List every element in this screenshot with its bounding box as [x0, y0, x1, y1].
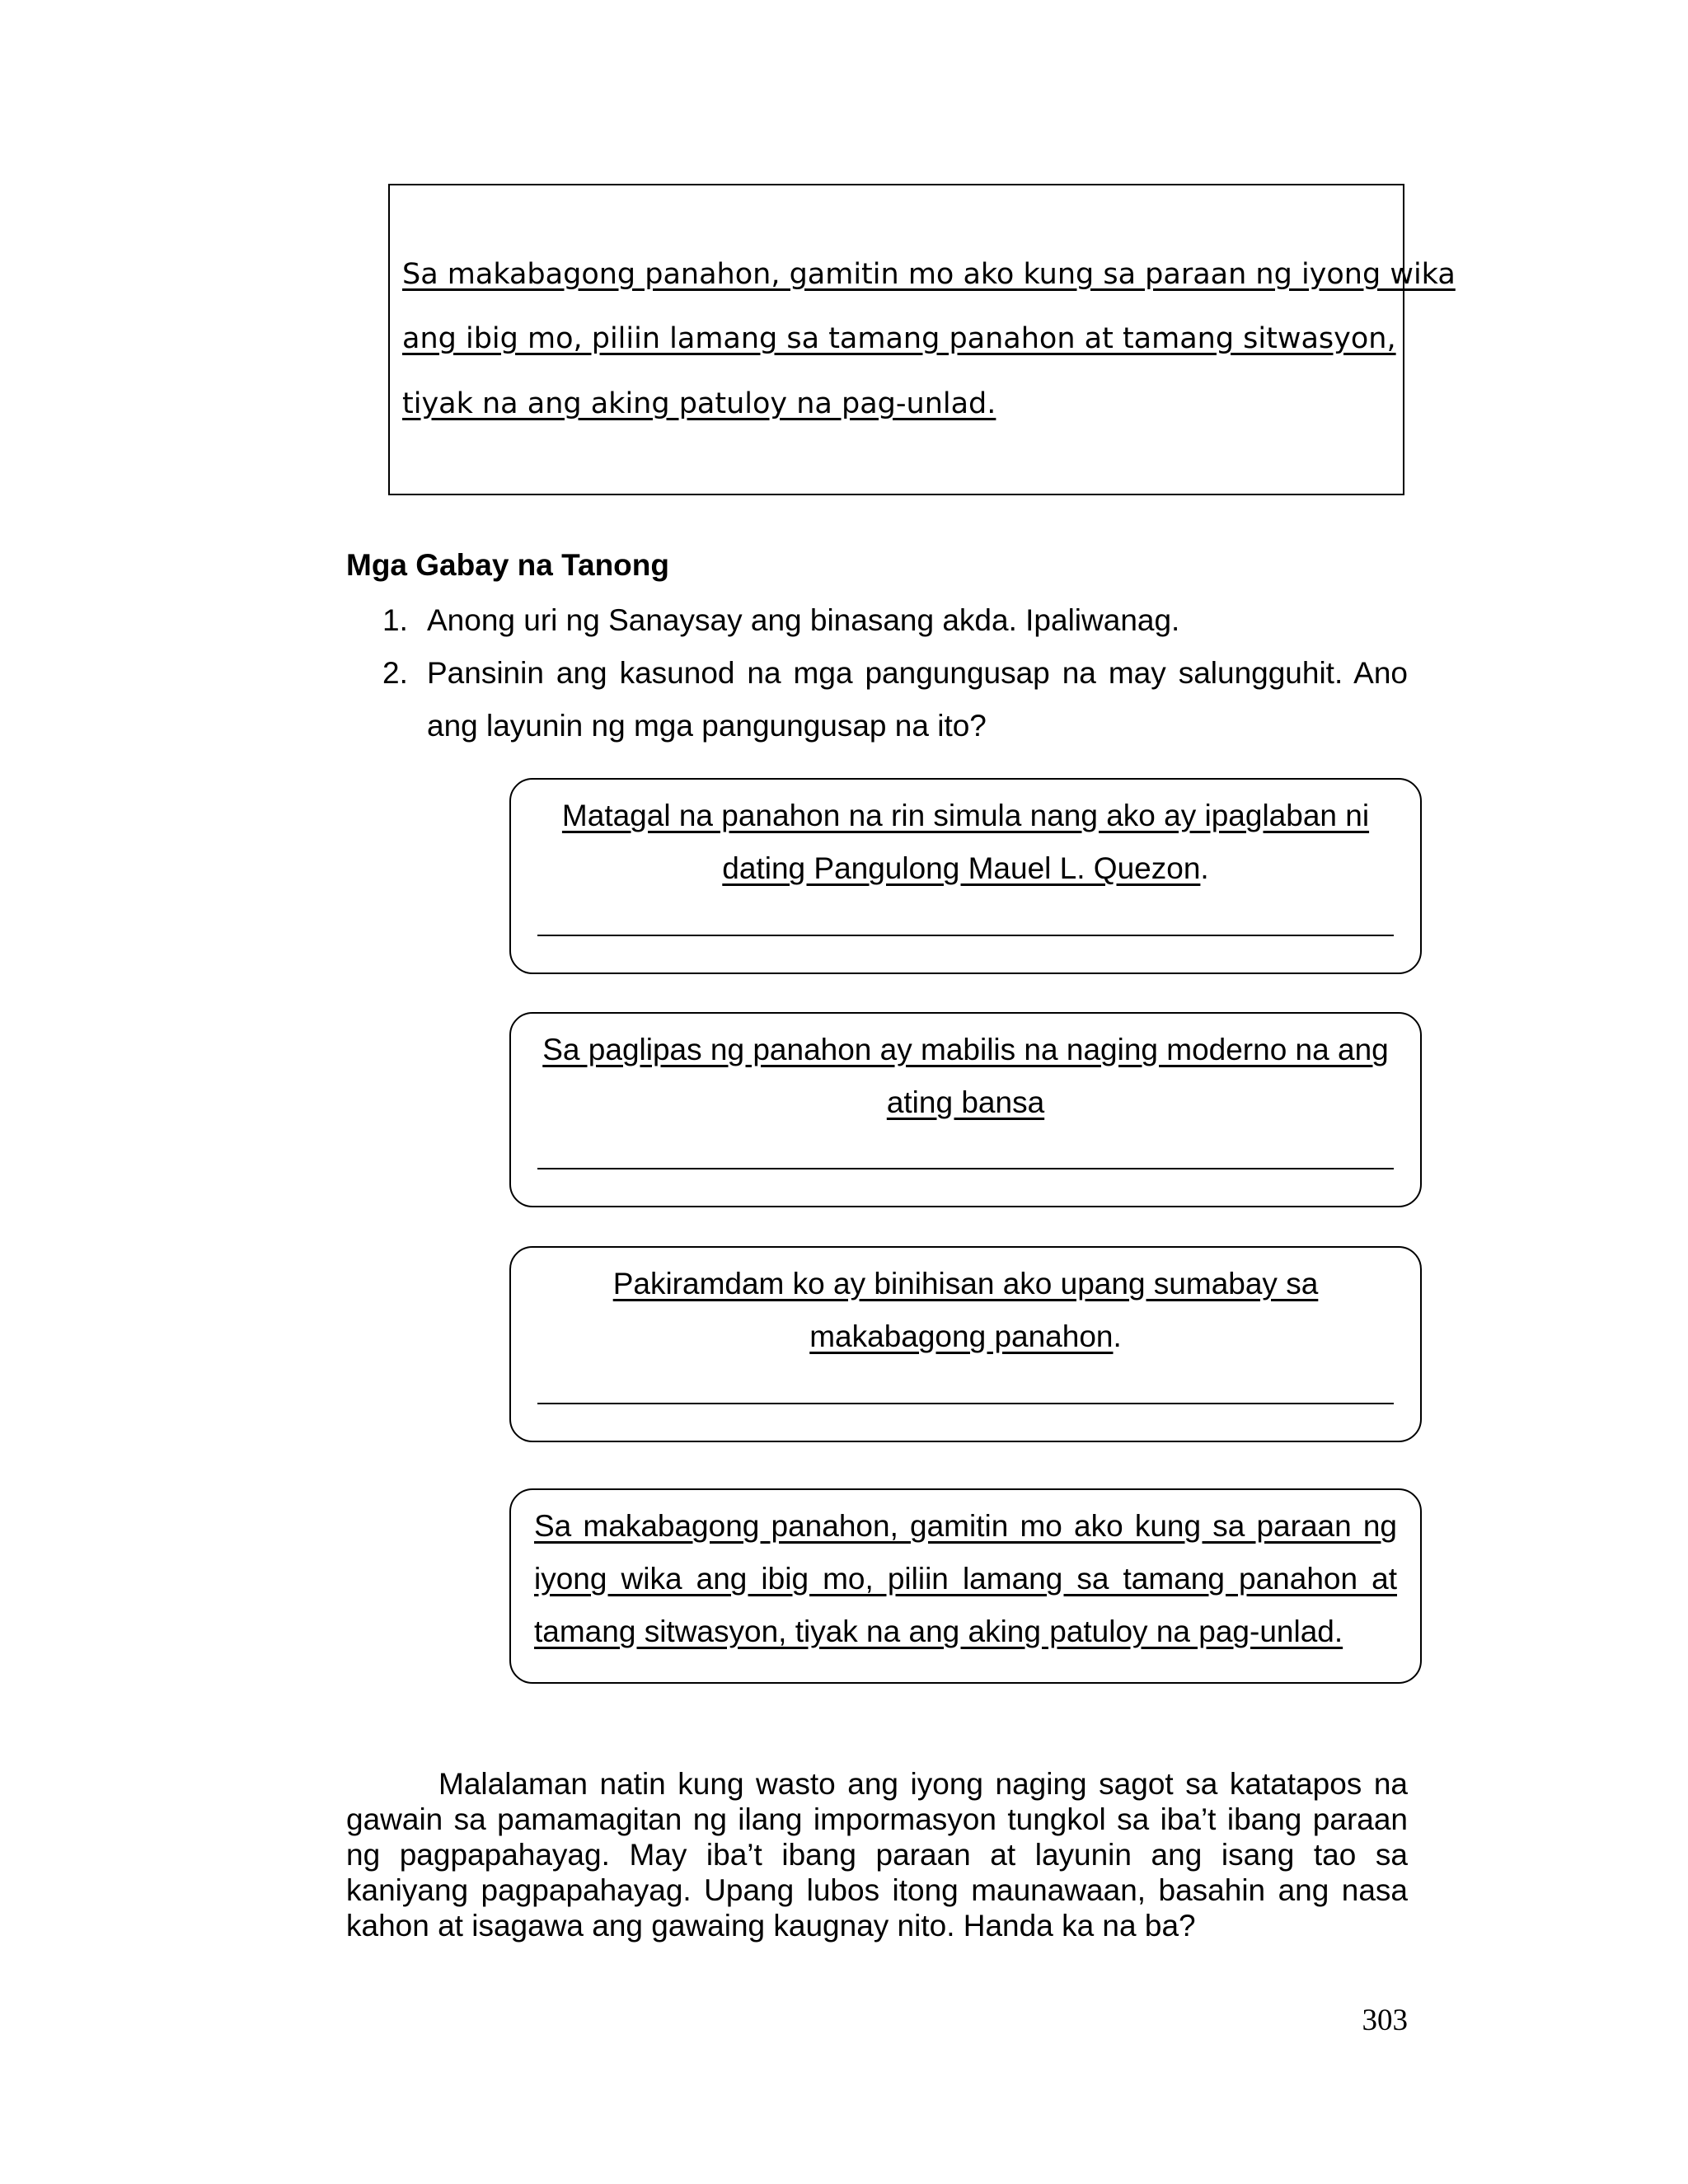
answer-line-3	[537, 1403, 1394, 1404]
sentence-3-line-2: makabagong panahon.	[809, 1319, 1122, 1353]
sentence-box-1	[509, 778, 1422, 974]
section-heading: Mga Gabay na Tanong	[346, 548, 669, 582]
sentence-box-2	[509, 1012, 1422, 1207]
sentence-1-line-2: dating Pangulong Mauel L. Quezon.	[722, 851, 1209, 885]
sentence-4-line-1: Sa makabagong panahon, gamitin mo ako kung sa paraan ng	[534, 1509, 1397, 1543]
quote-line-2: ang ibig mo, piliin lamang sa tamang panahon at tamang sitwasyon,	[402, 322, 1396, 355]
sentence-3-line-1: Pakiramdam ko ay binihisan ako upang sumabay sa	[612, 1267, 1319, 1301]
sentence-4-line-2: iyong wika ang ibig mo, piliin lamang sa tamang panahon at	[534, 1562, 1397, 1596]
question-2-number: 2.	[382, 656, 408, 690]
answer-line-1	[537, 935, 1394, 936]
page-number: 303	[1362, 2004, 1408, 2037]
sentence-4-line-3: tamang sitwasyon, tiyak na ang aking patuloy na pag-unlad.	[534, 1615, 1343, 1648]
quote-line-1: Sa makabagong panahon, gamitin mo ako kung sa paraan ng iyong wika	[402, 258, 1456, 291]
sentence-box-3	[509, 1246, 1422, 1442]
question-2-text-line-2: ang layunin ng mga pangungusap na ito?	[427, 709, 987, 743]
question-1-text: Anong uri ng Sanaysay ang binasang akda. Ipaliwanag.	[427, 603, 1180, 637]
sentence-1-line-1: Matagal na panahon na rin simula nang ako ay ipaglaban ni	[561, 799, 1370, 832]
paragraph-line-4: kaniyang pagpapahayag. Upang lubos itong maunawaan, basahin ang nasa	[346, 1873, 1408, 1907]
sentence-2-line-1: Sa paglipas ng panahon ay mabilis na naging moderno na ang	[542, 1033, 1389, 1066]
question-2-text-line-1: Pansinin ang kasunod na mga pangungusap na may salungguhit. Ano	[427, 656, 1408, 690]
question-1-number: 1.	[382, 603, 408, 637]
paragraph-line-3: ng pagpapahayag. May iba’t ibang paraan at layunin ang isang tao sa	[346, 1838, 1408, 1872]
paragraph-line-1: Malalaman natin kung wasto ang iyong naging sagot sa katatapos na	[438, 1767, 1408, 1801]
sentence-box-4	[509, 1488, 1422, 1684]
quote-box	[388, 184, 1456, 495]
paragraph-line-5: kahon at isagawa ang gawaing kaugnay nito. Handa ka na ba?	[346, 1909, 1196, 1943]
answer-line-2	[537, 1168, 1394, 1169]
paragraph-line-2: gawain sa pamamagitan ng ilang impormasyon tungkol sa iba’t ibang paraan	[346, 1802, 1408, 1836]
sentence-2-line-2: ating bansa	[886, 1085, 1045, 1119]
quote-line-3: tiyak na ang aking patuloy na pag-unlad.	[402, 387, 996, 420]
